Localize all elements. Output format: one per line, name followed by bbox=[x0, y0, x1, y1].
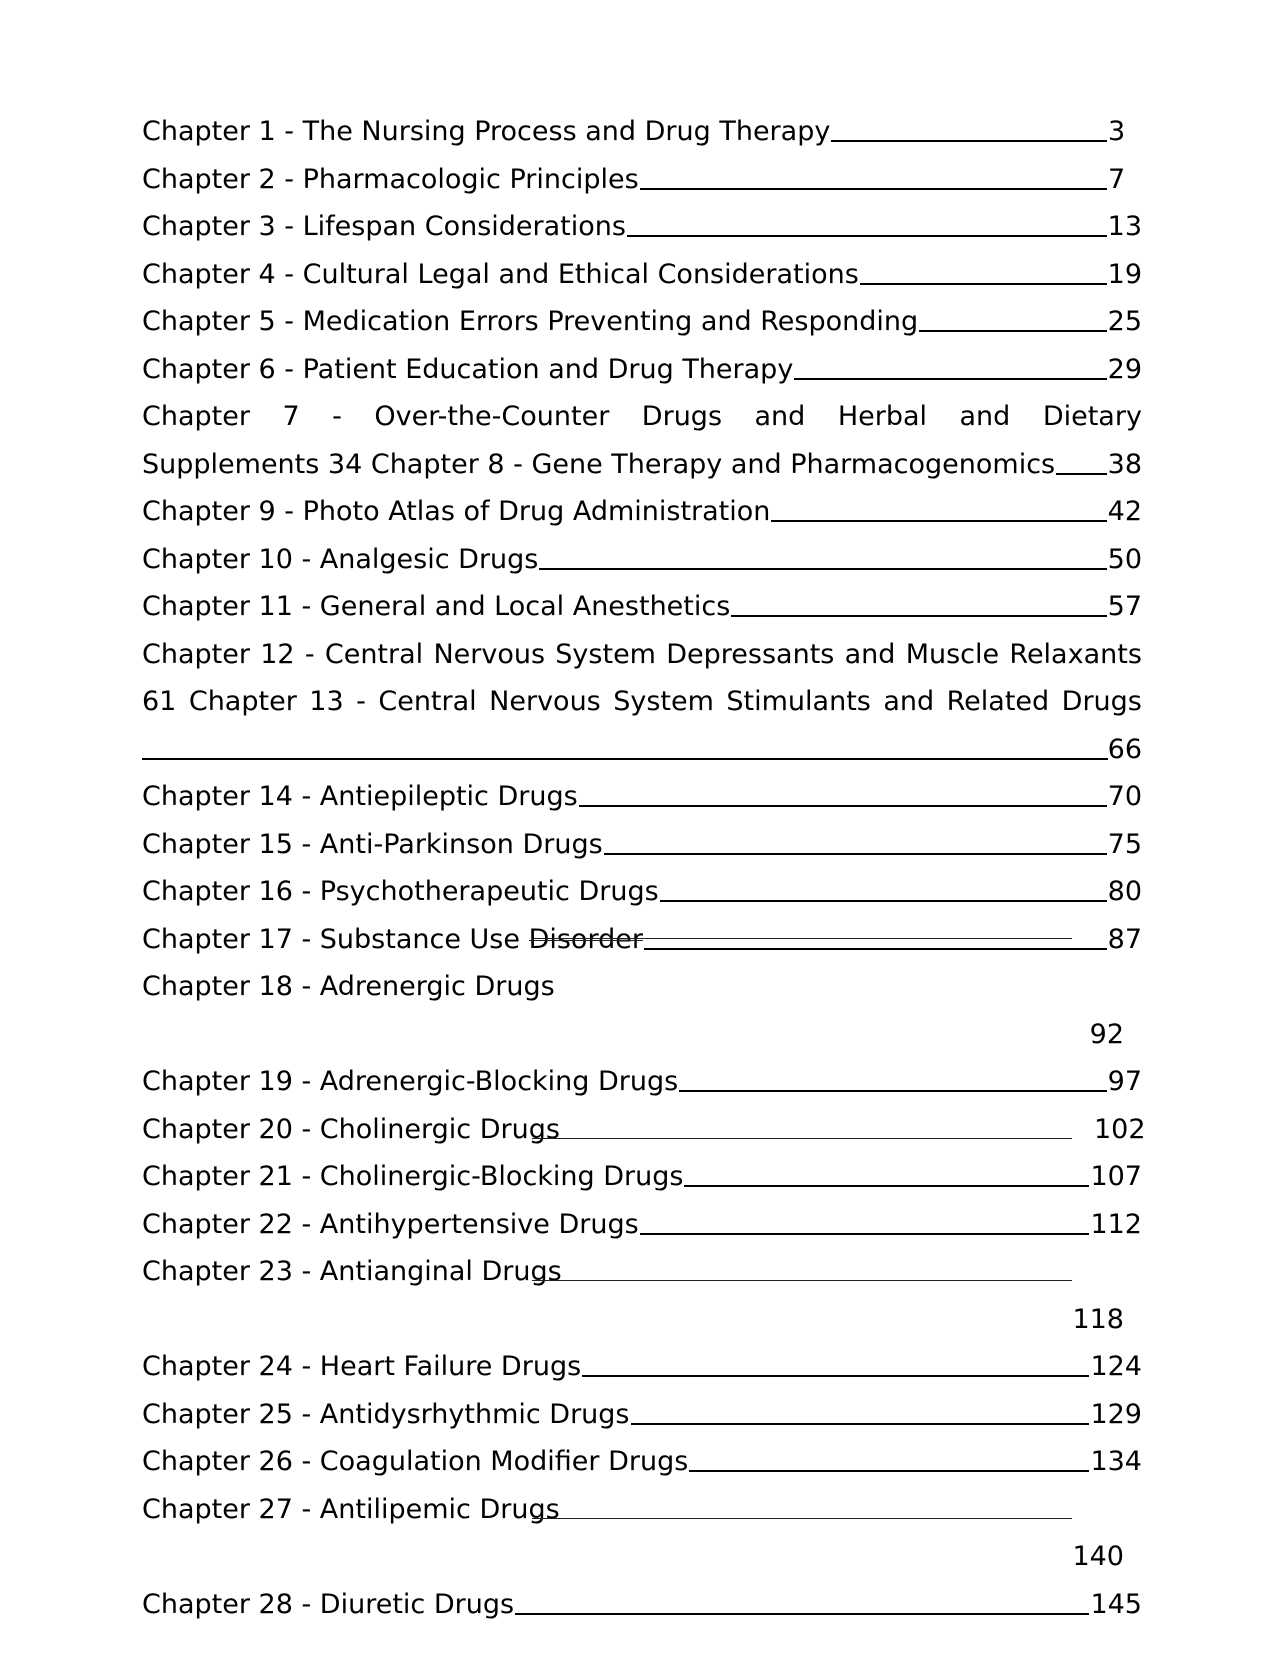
toc-word: 61 bbox=[142, 686, 177, 717]
toc-entry-chapter-12 bbox=[142, 631, 1142, 679]
toc-page-number: 118 bbox=[1072, 1303, 1124, 1335]
toc-entry-title: Supplements 34 Chapter 8 - Gene Therapy and Pharmacogenomics bbox=[142, 448, 1056, 480]
toc-entry-title: Chapter 4 - Cultural Legal and Ethical Considerations bbox=[142, 258, 859, 290]
toc-entry-title: Chapter 27 - Antilipemic Drugs bbox=[142, 1493, 560, 1525]
toc-word: and bbox=[844, 638, 896, 670]
toc-page-number: 13 bbox=[1107, 211, 1142, 242]
toc-entry-chapter-2 bbox=[142, 156, 1142, 204]
toc-entry-chapter-20 bbox=[142, 1106, 1146, 1154]
toc-entry-title: Chapter 3 - Lifespan Considerations bbox=[142, 211, 626, 242]
toc-entry-title: Chapter 15 - Anti-Parkinson Drugs bbox=[142, 828, 603, 860]
toc-entry-chapter-13 bbox=[142, 678, 1142, 726]
toc-word: and bbox=[883, 686, 935, 717]
toc-leader-line bbox=[627, 234, 1107, 237]
toc-leader-line bbox=[771, 519, 1106, 522]
toc-entry-chapter-23-page bbox=[142, 1296, 1142, 1344]
toc-word: Stimulants bbox=[726, 686, 871, 717]
toc-leader-line bbox=[831, 139, 1107, 142]
toc-word: - bbox=[332, 401, 342, 432]
toc-entry-chapter-18 bbox=[142, 963, 1142, 1011]
toc-word: Over-the-Counter bbox=[374, 401, 610, 432]
toc-leader-line bbox=[640, 187, 1107, 190]
toc-entry-title-part: Chapter 17 - Substance Use bbox=[142, 923, 529, 955]
toc-entry-title: Chapter 5 - Medication Errors Preventing and Responding bbox=[142, 306, 919, 337]
toc-entry-chapter-28 bbox=[142, 1581, 1142, 1629]
toc-entry-title: Chapter 24 - Heart Failure Drugs bbox=[142, 1351, 582, 1382]
toc-word: Central bbox=[378, 686, 477, 717]
toc-leader-line bbox=[631, 1422, 1090, 1425]
toc-entry-chapter-9 bbox=[142, 488, 1142, 536]
toc-leader-line bbox=[731, 614, 1106, 617]
toc-entry-title: Chapter 18 - Adrenergic Drugs bbox=[142, 971, 555, 1002]
toc-page-number: 97 bbox=[1107, 1066, 1142, 1097]
toc-entry-title: Chapter 11 - General and Local Anesthetics bbox=[142, 591, 731, 622]
toc-page-number: 19 bbox=[1107, 258, 1142, 290]
toc-entry-chapter-4 bbox=[142, 251, 1142, 299]
toc-page-number: 66 bbox=[1107, 733, 1142, 765]
toc-thin-leader bbox=[532, 1280, 1072, 1281]
toc-entry-title: Chapter 16 - Psychotherapeutic Drugs bbox=[142, 876, 659, 907]
toc-page-number: 50 bbox=[1107, 543, 1142, 575]
toc-page-number: 70 bbox=[1107, 781, 1142, 812]
toc-leader-line bbox=[679, 1089, 1106, 1092]
toc-leader-line bbox=[604, 852, 1107, 855]
table-of-contents bbox=[142, 108, 1146, 1628]
toc-entry-title: Chapter 20 - Cholinergic Drugs bbox=[142, 1113, 560, 1145]
toc-page-number: 42 bbox=[1107, 496, 1142, 527]
toc-entry-chapter-1 bbox=[142, 108, 1142, 156]
toc-word: System bbox=[555, 638, 656, 670]
toc-entry-chapter-21 bbox=[142, 1153, 1142, 1201]
toc-leader-line bbox=[640, 1232, 1090, 1235]
toc-entry-chapter-3 bbox=[142, 203, 1142, 251]
toc-leader-line bbox=[582, 1374, 1089, 1377]
toc-page-number: 25 bbox=[1107, 306, 1142, 337]
toc-page-number: 107 bbox=[1090, 1161, 1142, 1192]
toc-entry-title: Chapter 10 - Analgesic Drugs bbox=[142, 543, 539, 575]
toc-page-number: 87 bbox=[1107, 923, 1142, 955]
toc-word: 7 bbox=[282, 401, 300, 432]
toc-word: Nervous bbox=[433, 638, 546, 670]
toc-entry-title: Chapter 1 - The Nursing Process and Drug Therapy bbox=[142, 116, 831, 147]
toc-entry-title: Chapter 25 - Antidysrhythmic Drugs bbox=[142, 1398, 630, 1430]
toc-page-number: 57 bbox=[1107, 591, 1142, 622]
toc-word: Chapter bbox=[142, 638, 250, 670]
toc-entry-chapter-25 bbox=[142, 1391, 1142, 1439]
toc-page-number: 80 bbox=[1107, 876, 1142, 907]
toc-entry-chapter-27 bbox=[142, 1486, 1142, 1534]
toc-leader-line bbox=[539, 567, 1106, 570]
toc-entry-chapter-19 bbox=[142, 1058, 1142, 1106]
toc-word: Drugs bbox=[1061, 686, 1142, 717]
toc-page-number: 124 bbox=[1090, 1351, 1142, 1382]
toc-entry-chapter-11 bbox=[142, 583, 1142, 631]
toc-word: - bbox=[304, 638, 315, 670]
toc-entry-title: Chapter 23 - Antianginal Drugs bbox=[142, 1256, 562, 1287]
toc-page-number: 134 bbox=[1090, 1446, 1142, 1477]
toc-leader-line bbox=[794, 377, 1106, 380]
toc-word: Relaxants bbox=[1009, 638, 1142, 670]
toc-entry-chapter-23 bbox=[142, 1248, 1142, 1296]
toc-word: and bbox=[959, 401, 1011, 432]
toc-page-number: 3 bbox=[1108, 116, 1126, 147]
toc-word: Related bbox=[946, 686, 1050, 717]
toc-leader-line bbox=[579, 804, 1107, 807]
toc-entry-title: Chapter 26 - Coagulation Modifier Drugs bbox=[142, 1446, 689, 1477]
toc-entry-chapter-5 bbox=[142, 298, 1142, 346]
toc-page-number: 75 bbox=[1107, 828, 1142, 860]
toc-page-number: 102 bbox=[1094, 1113, 1146, 1145]
toc-page-number: 129 bbox=[1090, 1398, 1142, 1430]
toc-entry-chapter-6 bbox=[142, 346, 1142, 394]
toc-word: Herbal bbox=[837, 401, 928, 432]
toc-word: 13 bbox=[309, 686, 344, 717]
toc-word: Nervous bbox=[489, 686, 601, 717]
toc-entry-title: Chapter 21 - Cholinergic-Blocking Drugs bbox=[142, 1161, 684, 1192]
toc-word: Chapter bbox=[188, 686, 297, 717]
toc-page-number: 29 bbox=[1107, 353, 1142, 385]
toc-entry-title: Chapter 19 - Adrenergic-Blocking Drugs bbox=[142, 1066, 679, 1097]
toc-leader-line bbox=[919, 329, 1107, 332]
toc-leader-line bbox=[660, 899, 1107, 902]
toc-entry-chapter-27-page bbox=[142, 1533, 1142, 1581]
toc-word: and bbox=[754, 401, 806, 432]
toc-leader-line bbox=[644, 947, 1107, 950]
toc-entry-chapter-13-page bbox=[142, 726, 1142, 774]
toc-struck-word: Disorder bbox=[528, 923, 643, 955]
toc-word: Depressants bbox=[666, 638, 835, 670]
toc-page-number: 145 bbox=[1090, 1588, 1142, 1620]
toc-entry-chapter-7 bbox=[142, 393, 1142, 441]
toc-page-number: 38 bbox=[1107, 448, 1142, 480]
toc-entry-chapter-24 bbox=[142, 1343, 1142, 1391]
toc-word: Central bbox=[324, 638, 424, 670]
toc-entry-chapter-14 bbox=[142, 773, 1142, 821]
toc-entry-title: Chapter 6 - Patient Education and Drug Therapy bbox=[142, 353, 794, 385]
toc-word: System bbox=[613, 686, 714, 717]
toc-leader-line bbox=[1056, 472, 1107, 475]
toc-entry-chapter-16 bbox=[142, 868, 1142, 916]
toc-leader-line bbox=[860, 282, 1107, 285]
toc-stray-rule bbox=[532, 938, 1072, 939]
toc-leader-line bbox=[515, 1612, 1089, 1615]
toc-entry-title: Chapter 22 - Antihypertensive Drugs bbox=[142, 1208, 639, 1240]
toc-entry-chapter-26 bbox=[142, 1438, 1142, 1486]
toc-entry-title: Chapter 14 - Antiepileptic Drugs bbox=[142, 781, 578, 812]
toc-entry-title: Chapter 28 - Diuretic Drugs bbox=[142, 1588, 515, 1620]
toc-word: - bbox=[356, 686, 366, 717]
toc-word: Muscle bbox=[905, 638, 1000, 670]
toc-entry-title: Chapter 2 - Pharmacologic Principles bbox=[142, 163, 639, 195]
toc-page-number: 140 bbox=[1072, 1541, 1124, 1572]
toc-entry-chapter-17 bbox=[142, 916, 1142, 964]
toc-word: Dietary bbox=[1042, 401, 1142, 432]
toc-leader-line bbox=[689, 1469, 1089, 1472]
toc-entry-title: Chapter 9 - Photo Atlas of Drug Administration bbox=[142, 496, 771, 527]
toc-page-number: 112 bbox=[1090, 1208, 1142, 1240]
toc-word: Drugs bbox=[641, 401, 723, 432]
toc-entry-chapter-8 bbox=[142, 441, 1142, 489]
toc-entry-chapter-15 bbox=[142, 821, 1142, 869]
toc-word: Chapter bbox=[142, 401, 250, 432]
toc-entry-title bbox=[142, 916, 643, 964]
toc-leader-line bbox=[142, 757, 1108, 760]
toc-page-number: 7 bbox=[1108, 163, 1126, 195]
toc-page-number: 92 bbox=[1089, 1018, 1124, 1050]
toc-entry-chapter-18-page bbox=[142, 1011, 1142, 1059]
toc-leader-line bbox=[684, 1184, 1089, 1187]
toc-word: 12 bbox=[260, 638, 295, 670]
toc-entry-chapter-22 bbox=[142, 1201, 1142, 1249]
toc-entry-chapter-10 bbox=[142, 536, 1142, 584]
toc-thin-leader bbox=[532, 1518, 1072, 1519]
toc-thin-leader bbox=[532, 1138, 1072, 1139]
